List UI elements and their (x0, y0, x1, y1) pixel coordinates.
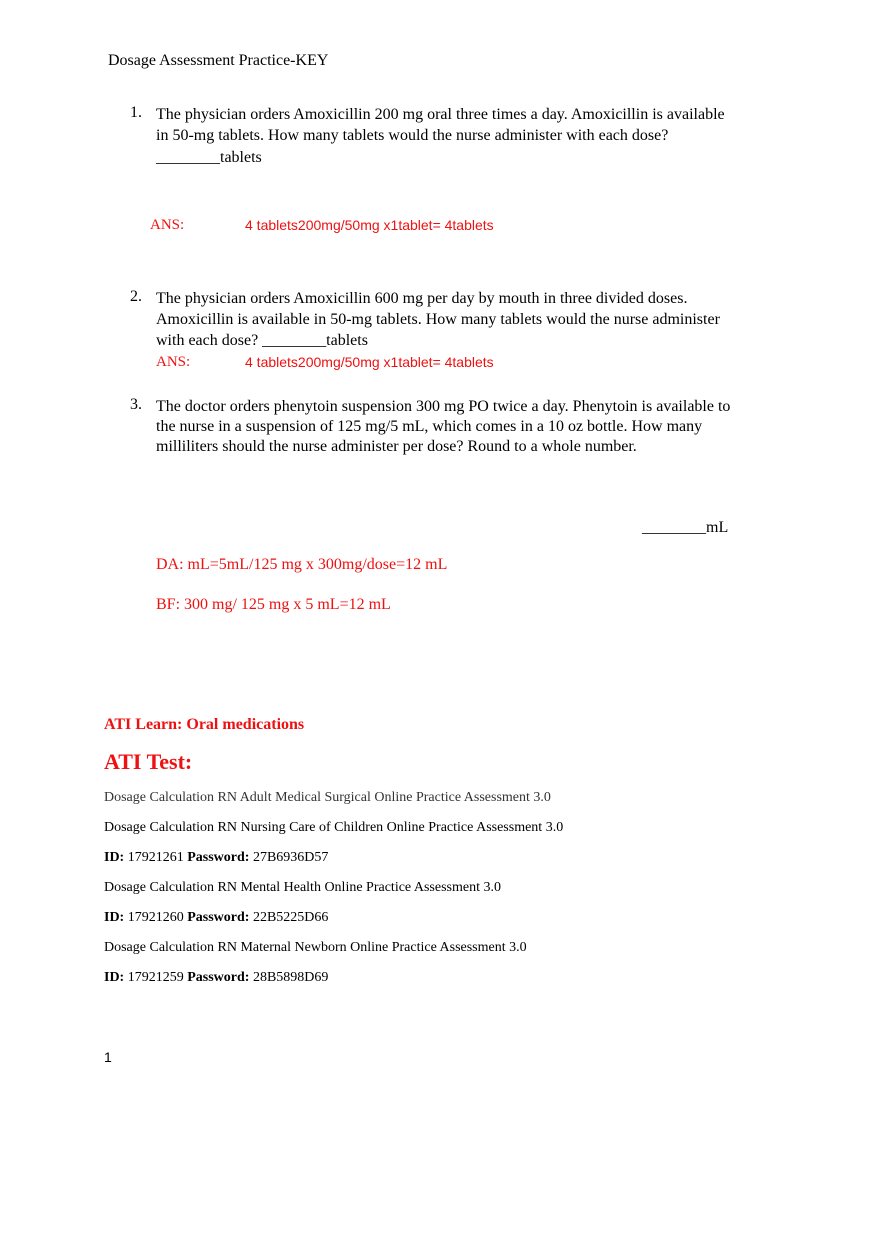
question-1-blank: ________tablets (156, 149, 262, 166)
ati-test-item-2-credentials (104, 850, 328, 866)
ati-learn-heading: ATI Learn: Oral medications (104, 716, 305, 733)
dimensional-analysis-answer: DA: mL=5mL/125 mg x 300mg/dose=12 mL (156, 556, 448, 573)
question-2-line-3: with each dose? ________tablets (156, 332, 368, 349)
id-value: 17921261 (127, 850, 184, 865)
password-label: Password: (187, 850, 250, 865)
id-value: 17921260 (127, 910, 184, 925)
id-value: 17921259 (127, 970, 184, 985)
question-3-number: 3. (130, 396, 142, 413)
question-3-line-1: The doctor orders phenytoin suspension 300 mg PO twice a day. Phenytoin is available to (156, 398, 731, 415)
ati-test-item-4: Dosage Calculation RN Maternal Newborn Online Practice Assessment 3.0 (104, 940, 527, 955)
ati-test-heading: ATI Test: (104, 749, 193, 774)
question-1-line-1: The physician orders Amoxicillin 200 mg oral three times a day. Amoxicillin is available (156, 106, 725, 123)
answer-2-label: ANS: (156, 354, 191, 370)
answer-1-label: ANS: (150, 217, 185, 233)
document-title: Dosage Assessment Practice-KEY (108, 52, 329, 69)
ati-test-item-3-credentials (104, 910, 328, 926)
password-label: Password: (187, 910, 250, 925)
ati-test-item-3: Dosage Calculation RN Mental Health Online Practice Assessment 3.0 (104, 880, 501, 895)
question-3-line-2: the nurse in a suspension of 125 mg/5 mL, which comes in a 10 oz bottle. How many (156, 418, 703, 435)
password-label: Password: (187, 970, 250, 985)
answer-2-text: 4 tablets200mg/50mg x1tablet= 4tablets (245, 354, 494, 370)
question-1-line-2: in 50-mg tablets. How many tablets would the nurse administer with each dose? (156, 127, 669, 144)
answer-1-text: 4 tablets200mg/50mg x1tablet= 4tablets (245, 217, 494, 233)
question-1-number: 1. (130, 104, 142, 121)
page-number: 1 (104, 1049, 112, 1065)
password-value: 27B6936D57 (252, 850, 329, 865)
id-label: ID: (104, 970, 125, 985)
question-2-number: 2. (130, 288, 142, 305)
id-label: ID: (104, 850, 125, 865)
question-3-line-3: milliliters should the nurse administer per dose? Round to a whole number. (156, 438, 637, 455)
ati-test-item-4-credentials (104, 970, 328, 986)
password-value: 22B5225D66 (252, 910, 329, 925)
password-value: 28B5898D69 (252, 970, 329, 985)
question-2-line-2: Amoxicillin is available in 50-mg tablets. How many tablets would the nurse administer (156, 311, 720, 328)
question-2-line-1: The physician orders Amoxicillin 600 mg per day by mouth in three divided doses. (156, 290, 688, 307)
ati-test-item-2: Dosage Calculation RN Nursing Care of Children Online Practice Assessment 3.0 (104, 820, 564, 835)
id-label: ID: (104, 910, 125, 925)
question-3-blank: ________mL (642, 519, 729, 536)
ati-test-item-1: Dosage Calculation RN Adult Medical Surgical Online Practice Assessment 3.0 (104, 790, 551, 805)
basic-formula-answer: BF: 300 mg/ 125 mg x 5 mL=12 mL (156, 596, 391, 613)
